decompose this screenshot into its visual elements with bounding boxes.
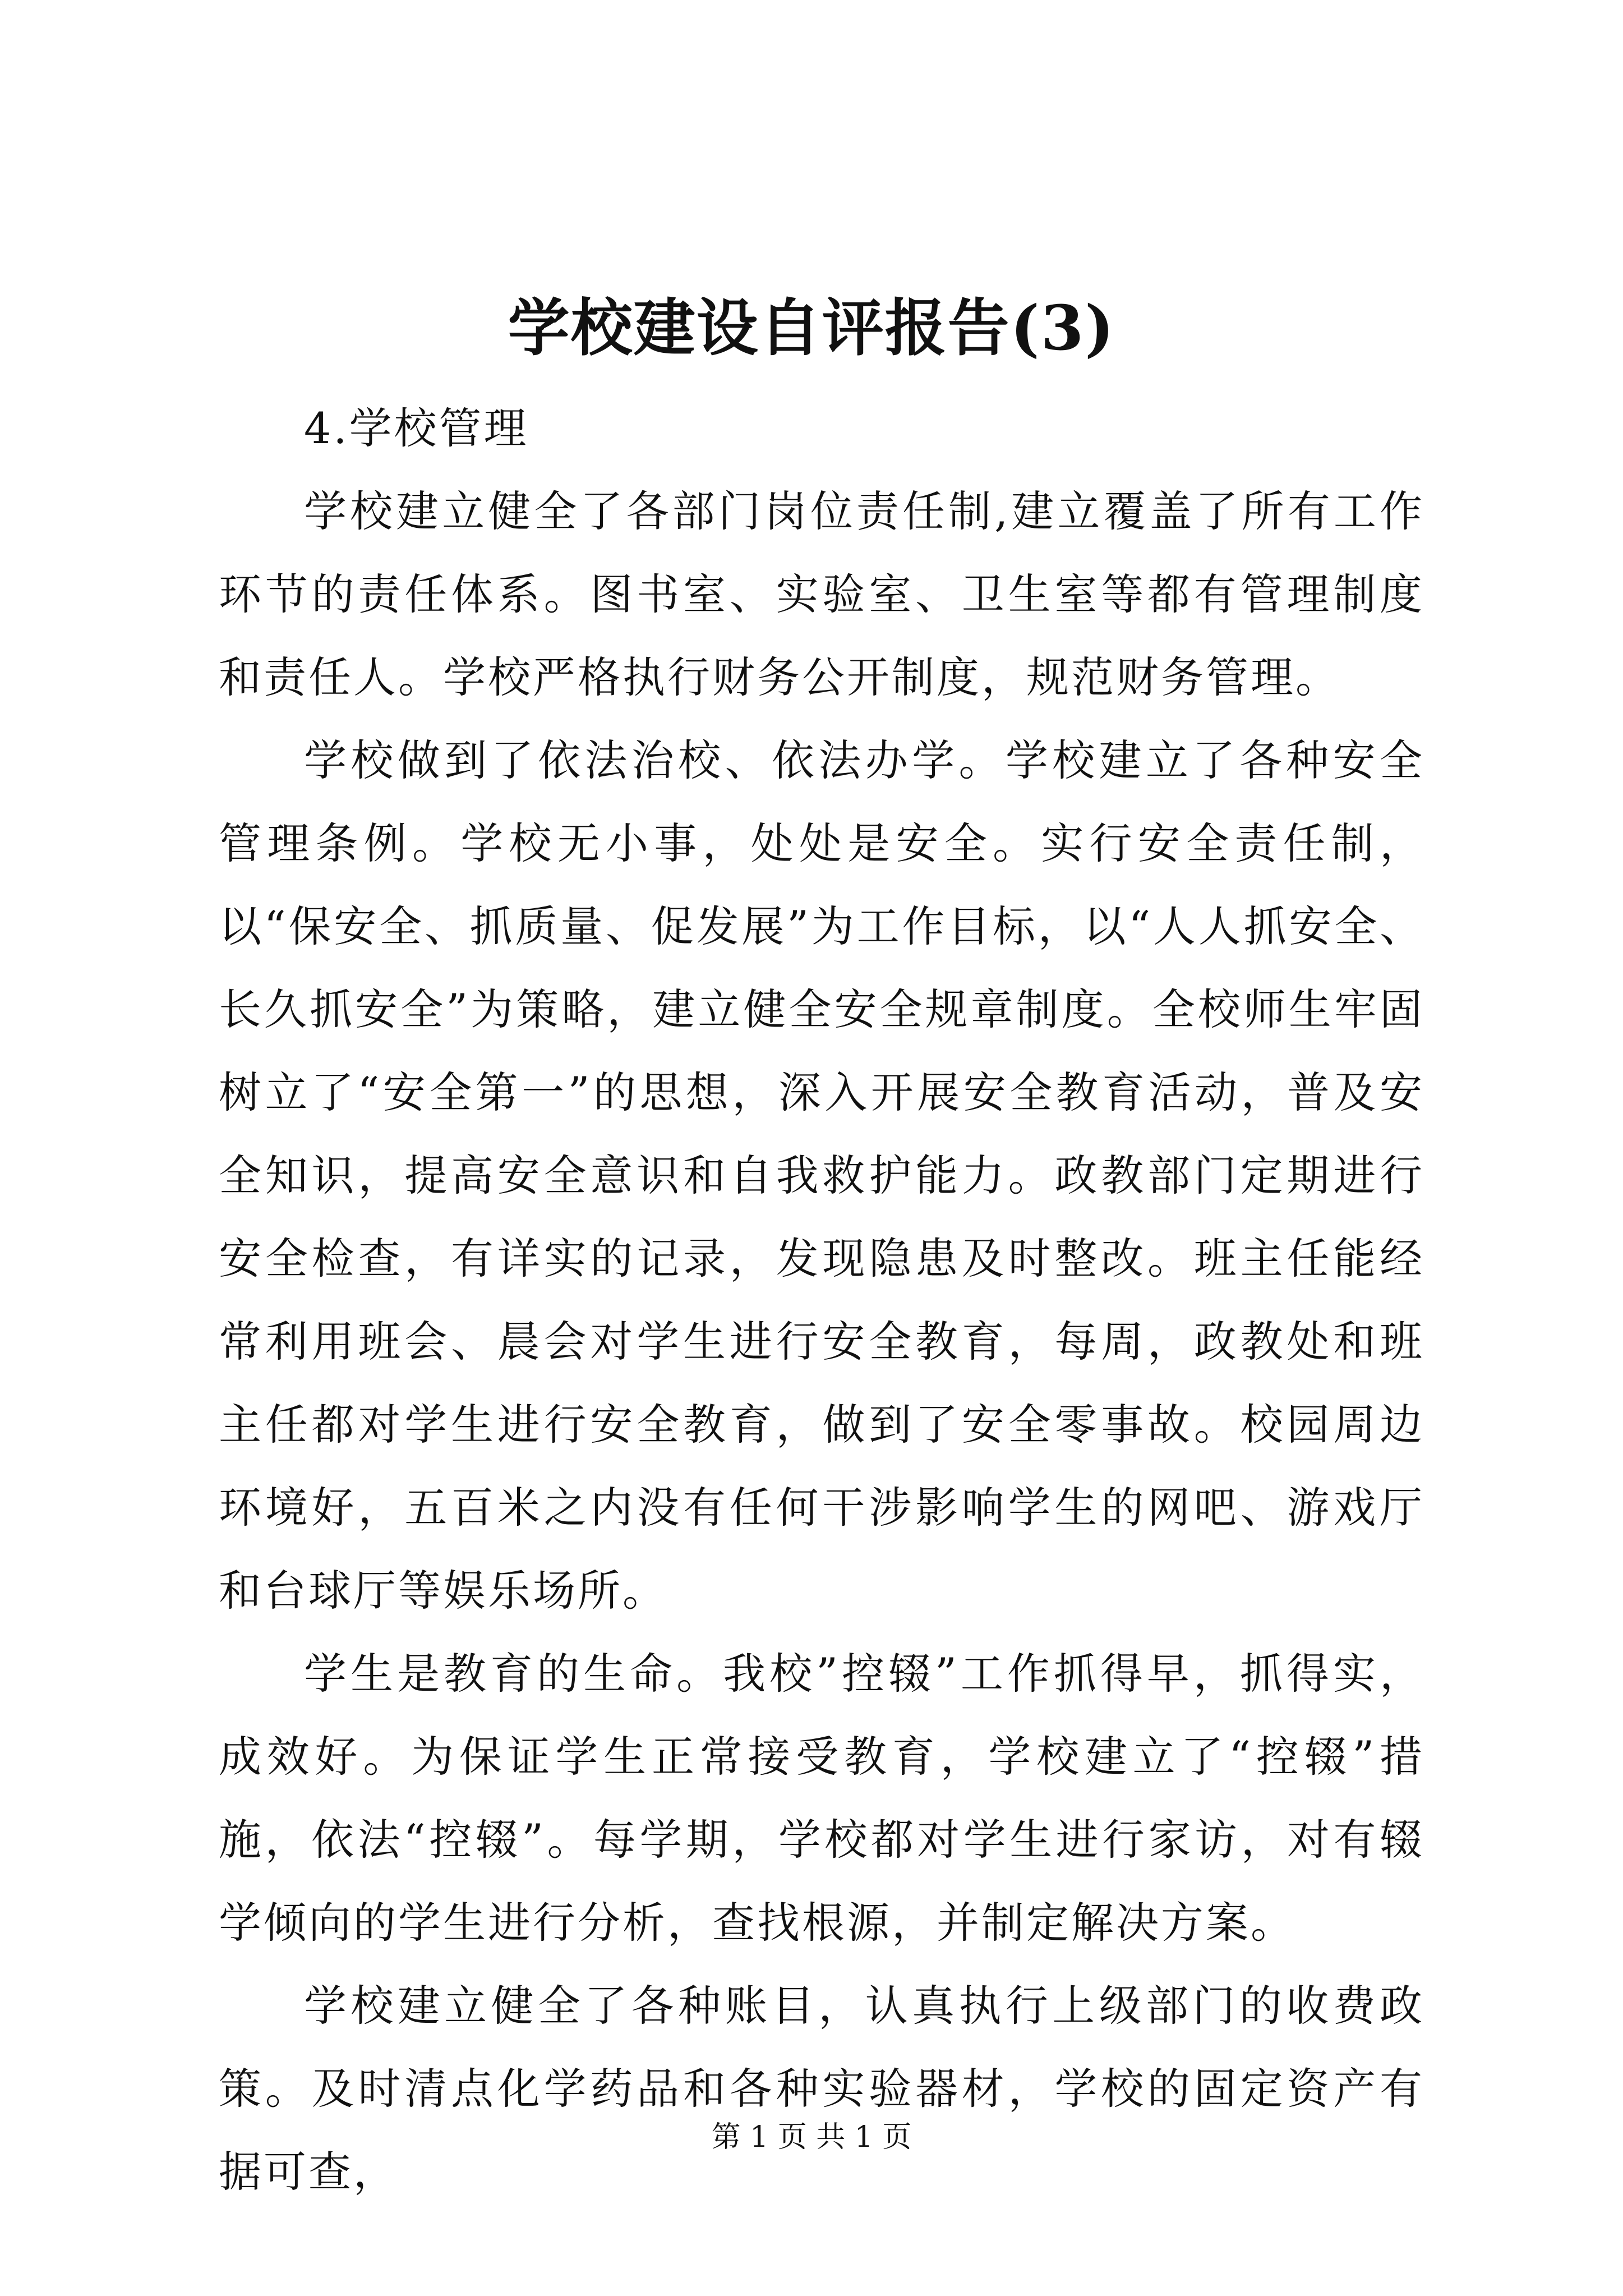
section-heading: 4.学校管理 <box>304 403 529 453</box>
document-body <box>219 387 1424 2214</box>
document-title: 学校建设自评报告(3) <box>508 292 1115 364</box>
paragraph-2: 学校做到了依法治校、依法办学。学校建立了各种安全管理条例。学校无小事，处处是安全。实行安全责任制，以“保安全、抓质量、促发展”为工作目标，以“人人抓安全、长久抓安全”为策略，建立健全安全规章制度。全校师生牢固树立了“安全第一”的思想，深入开展安全教育活动，普及安全知识，提高安全意识和自我救护能力。政教部门定期进行安全检查，有详实的记录，发现隐患及时整改。班主任能经常利用班会、晨会对学生进行安全教育，每周，政教处和班主任都对学生进行安全教育，做到了安全零事故。校园周边环境好，五百米之内没有任何干涉影响学生的网吧、游戏厅和台球厅等娱乐场所。 <box>219 735 1424 1616</box>
paragraph-4: 学校建立健全了各种账目，认真执行上级部门的收费政策。及时清点化学药品和各种实验器材，学校的固定资产有据可查， <box>219 1981 1424 2197</box>
page-footer: 第 1 页 共 1 页 <box>711 2120 912 2154</box>
paragraph-1: 学校建立健全了各部门岗位责任制,建立覆盖了所有工作环节的责任体系。图书室、实验室、卫生室等都有管理制度和责任人。学校严格执行财务公开制度，规范财务管理。 <box>219 486 1424 702</box>
paragraph-3: 学生是教育的生命。我校”控辍”工作抓得早，抓得实，成效好。为保证学生正常接受教育，学校建立了“控辍”措施，依法“控辍”。每学期，学校都对学生进行家访，对有辍学倾向的学生进行分析，查找根源，并制定解决方案。 <box>219 1649 1424 1948</box>
